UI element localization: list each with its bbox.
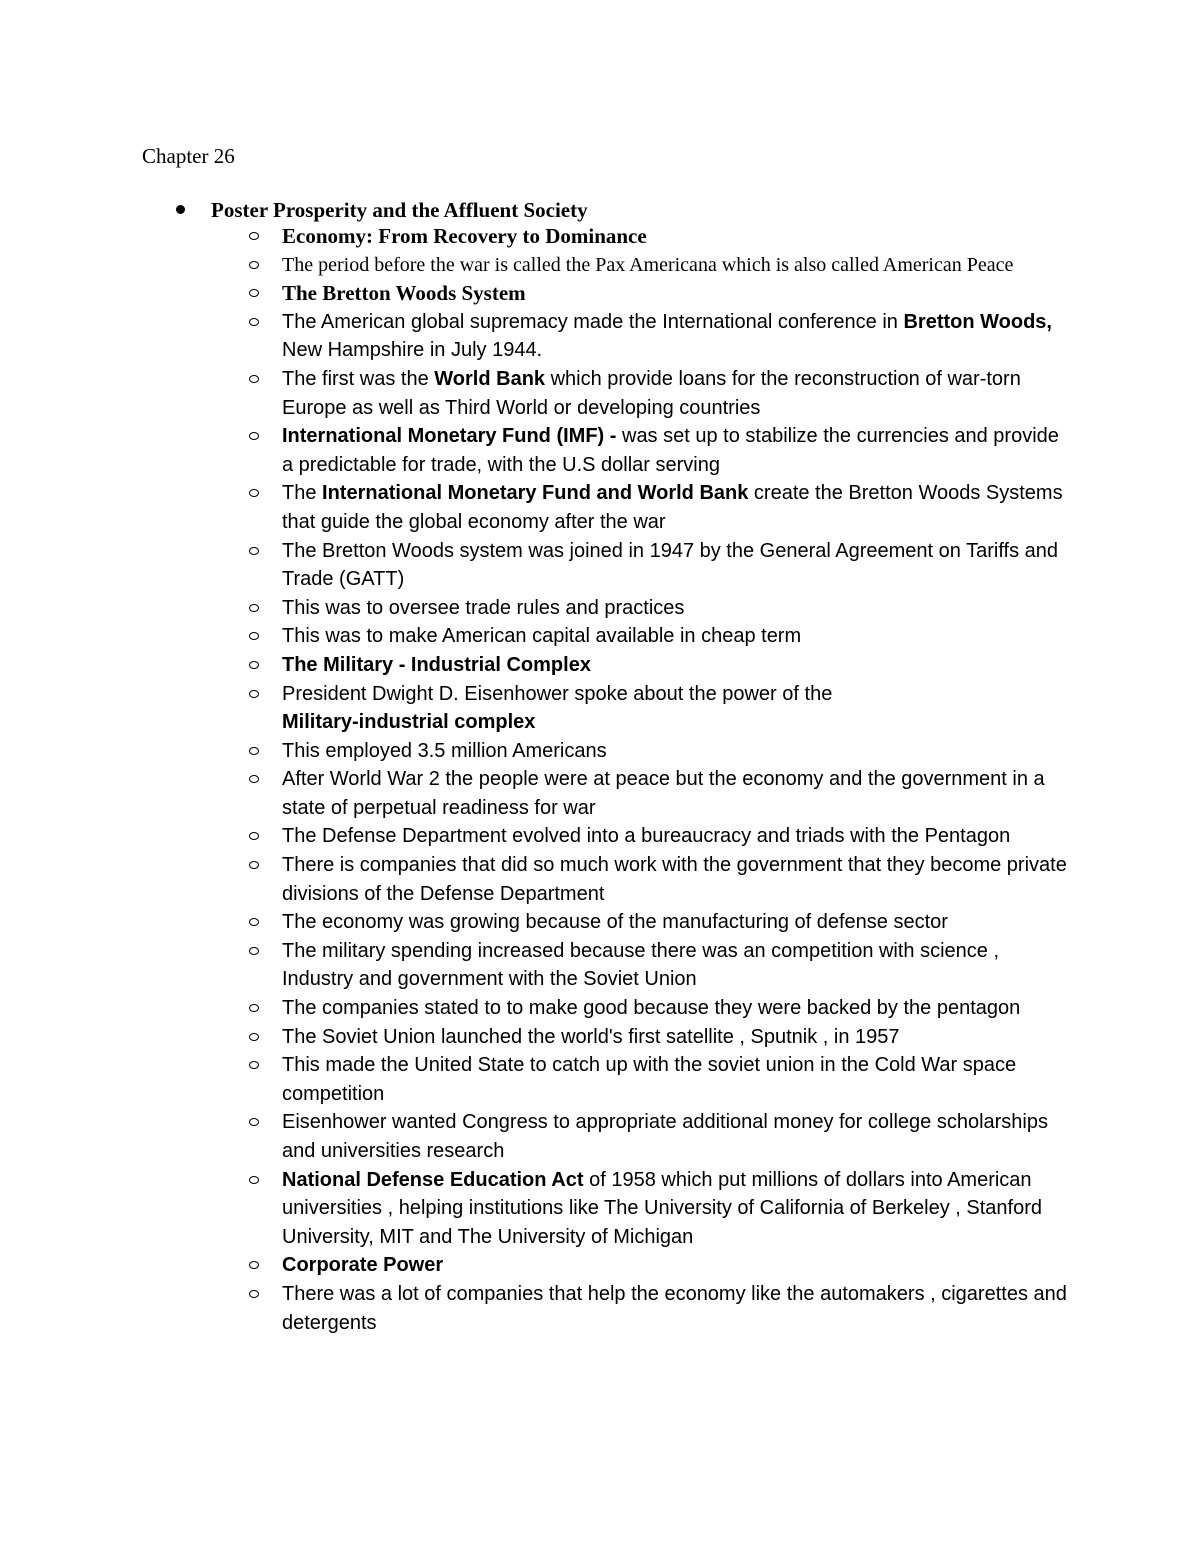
hollow-bullet-icon [247, 859, 263, 871]
hollow-bullet-icon [247, 1031, 263, 1043]
hollow-bullet-icon [247, 630, 263, 642]
list-item [0, 680, 1200, 737]
text-run: The military spending increased because there was an competition with science , Industry and government with the Soviet Union [282, 939, 1000, 991]
hollow-bullet-icon [247, 1116, 263, 1128]
text-run: The Defense Department evolved into a bureaucracy and triads with the Pentagon [282, 825, 1011, 848]
text-run: There was a lot of companies that help the economy like the automakers , cigarettes and detergents [282, 1282, 1067, 1334]
list-item [0, 737, 1200, 766]
hollow-bullet-icon [247, 1174, 263, 1186]
list-item-text [282, 279, 1072, 308]
hollow-bullet-icon [247, 1002, 263, 1014]
list-item-text [282, 908, 1072, 937]
hollow-bullet-icon [247, 659, 263, 671]
list-item [0, 622, 1200, 651]
hollow-bullet-icon [247, 487, 263, 499]
text-run: President Dwight D. Eisenhower spoke about the power of the [282, 682, 833, 705]
text-run: which provide loans for the reconstruction of war-torn Europe as well as Third World or developing countries [282, 367, 1021, 419]
list-item-text [282, 1051, 1072, 1108]
text-run: The economy was growing because of the manufacturing of defense sector [282, 911, 948, 934]
list-item-text [282, 822, 1072, 851]
list-item [0, 908, 1200, 937]
list-item-text [282, 622, 1072, 651]
text-run: The companies stated to to make good because they were backed by the pentagon [282, 997, 1021, 1020]
list-item [0, 1251, 1200, 1280]
text-run: create the Bretton Woods Systems that guide the global economy after the war [282, 482, 1063, 533]
hollow-bullet-icon [247, 1059, 263, 1071]
bold-term: National Defense Education Act [282, 1168, 584, 1191]
bold-term: World Bank [434, 367, 546, 390]
list-item-text [282, 765, 1072, 822]
text-run: The American global supremacy made the International conference in [282, 310, 904, 333]
list-item [0, 994, 1200, 1023]
list-item-text [282, 994, 1072, 1023]
text-run: The Bretton Woods system was joined in 1947 by the General Agreement on Tariffs and Trade (GATT) [282, 539, 1059, 591]
list-item-text [282, 1108, 1072, 1165]
list-item [0, 479, 1200, 536]
list-item-text [282, 1251, 1072, 1280]
hollow-bullet-icon [247, 230, 263, 242]
list-item [0, 537, 1200, 594]
bold-term: International Monetary Fund (IMF) - [282, 425, 617, 448]
text-run: There is companies that did so much work with the government that they become private divisions of the Defense Department [282, 854, 1067, 905]
list-item-text [282, 308, 1072, 365]
chapter-title: Chapter 26 [142, 144, 235, 168]
list-item [0, 1023, 1200, 1052]
list-item [0, 594, 1200, 623]
list-item [0, 251, 1200, 280]
hollow-bullet-icon [247, 830, 263, 842]
list-item [0, 422, 1200, 479]
list-item [0, 1280, 1200, 1337]
list-item-text [282, 851, 1072, 908]
hollow-bullet-icon [247, 745, 263, 757]
bold-term: International Monetary Fund and World Bank [322, 482, 749, 505]
hollow-bullet-icon [247, 1288, 263, 1300]
list-item [0, 279, 1200, 308]
text-run: was set up to stabilize the currencies and provide a predictable for trade, with the U.S dollar serving [282, 425, 1059, 476]
list-item [0, 851, 1200, 908]
list-item-text [282, 680, 1072, 737]
list-item [0, 651, 1200, 680]
section-heading: Poster Prosperity and the Affluent Society [211, 198, 588, 222]
sub-bullet-list [0, 222, 1200, 1337]
text-run: This employed 3.5 million Americans [282, 739, 607, 762]
list-item-text [282, 737, 1072, 766]
text-run: The period before the war is called the Pax Americana which is also called American Peace [282, 253, 1014, 276]
text-run: Eisenhower wanted Congress to appropriate additional money for college scholarships and universities research [282, 1111, 1048, 1162]
hollow-bullet-icon [247, 916, 263, 928]
list-item-text [282, 1280, 1072, 1337]
hollow-bullet-icon [247, 259, 263, 271]
hollow-bullet-icon [247, 602, 263, 614]
list-item-text [282, 1166, 1072, 1252]
list-item [0, 222, 1200, 251]
text-run: The [282, 482, 323, 505]
hollow-bullet-icon [247, 1259, 263, 1271]
hollow-bullet-icon [247, 373, 263, 385]
list-item [0, 1051, 1200, 1108]
bold-term: The Bretton Woods System [282, 281, 526, 306]
text-run: New Hampshire in July 1944. [282, 339, 543, 362]
list-item [0, 937, 1200, 994]
list-item-text [282, 594, 1072, 623]
list-item-text [282, 251, 1072, 280]
hollow-bullet-icon [247, 945, 263, 957]
list-item-text [282, 937, 1072, 994]
text-run: After World War 2 the people were at peace but the economy and the government in a state of perpetual readiness for war [282, 768, 1045, 819]
bold-term: Corporate Power [282, 1254, 444, 1277]
hollow-bullet-icon [247, 430, 263, 442]
bold-term: Military-industrial complex [282, 711, 536, 734]
list-item-text [282, 422, 1072, 479]
text-run: This was to make American capital available in cheap term [282, 625, 802, 648]
list-item-text [282, 651, 1072, 680]
list-item-text [282, 479, 1072, 536]
list-item [0, 1108, 1200, 1165]
bold-term: Bretton Woods, [903, 310, 1052, 333]
hollow-bullet-icon [247, 287, 263, 299]
list-item-text [282, 537, 1072, 594]
list-item [0, 822, 1200, 851]
hollow-bullet-icon [247, 545, 263, 557]
list-item-text [282, 222, 1072, 251]
bold-term: The Military - Industrial Complex [282, 653, 591, 676]
list-item [0, 365, 1200, 422]
list-item-text [282, 1023, 1072, 1052]
list-item-text [282, 365, 1072, 422]
list-item [0, 1166, 1200, 1252]
section-bullet-icon [176, 205, 185, 214]
hollow-bullet-icon [247, 316, 263, 328]
text-run: The first was the [282, 367, 435, 390]
text-run: This made the United State to catch up with the soviet union in the Cold War space competition [282, 1054, 1017, 1105]
bold-term: Economy: From Recovery to Dominance [282, 224, 647, 248]
list-item [0, 765, 1200, 822]
text-run: The Soviet Union launched the world's first satellite , Sputnik , in 1957 [282, 1025, 900, 1048]
list-item [0, 308, 1200, 365]
text-run: of 1958 which put millions of dollars into American universities , helping institutions like The University of California of Berkeley , Stanford University, MIT and The University of Michigan [282, 1168, 1042, 1248]
hollow-bullet-icon [247, 773, 263, 785]
hollow-bullet-icon [247, 688, 263, 700]
text-run: This was to oversee trade rules and practices [282, 596, 685, 619]
